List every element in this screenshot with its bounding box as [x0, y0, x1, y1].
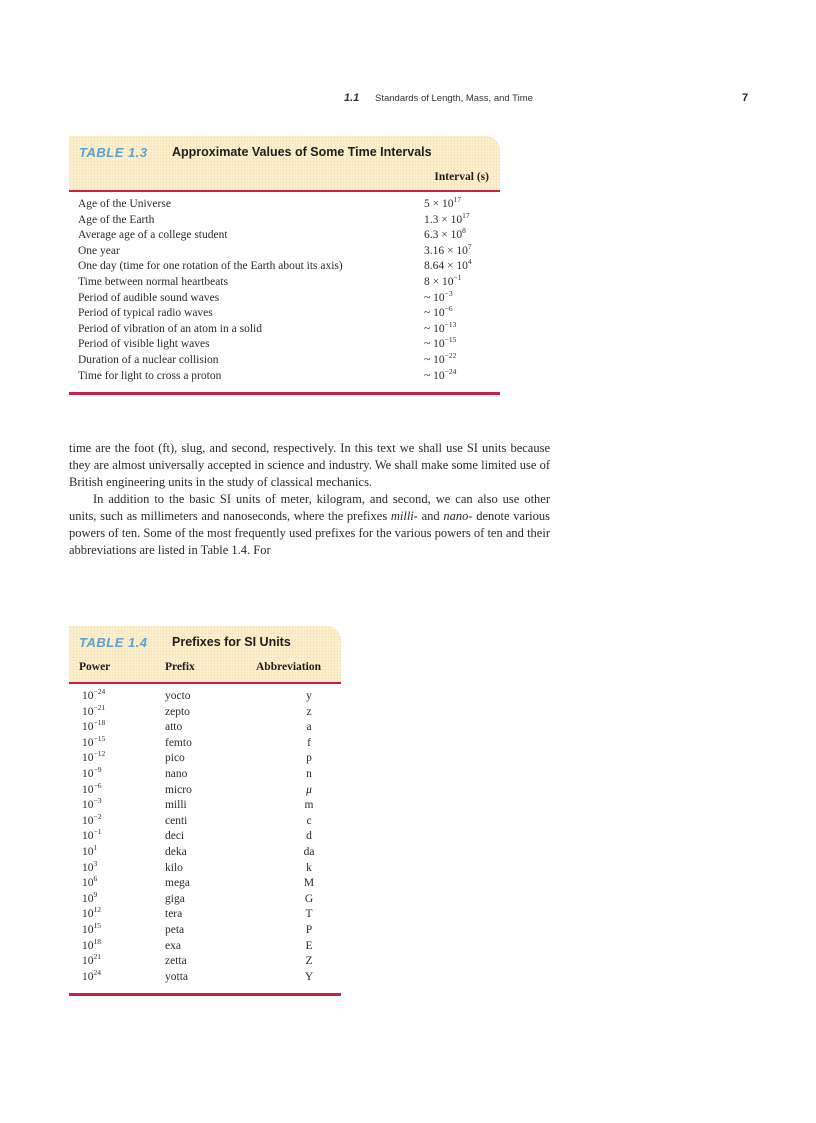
body-text — [69, 440, 550, 559]
row-value: $3.16 \times 10^7$ — [424, 241, 472, 257]
table-row — [69, 954, 341, 970]
power-cell: $10^{15}$ — [82, 921, 101, 936]
section-title: Standards of Length, Mass, and Time — [375, 93, 533, 104]
abbreviation-cell: d — [306, 830, 312, 843]
abbreviation-cell: T — [305, 908, 313, 921]
row-value: ~ $10^{-13}$ — [424, 319, 457, 335]
table-1-3-header — [69, 136, 500, 192]
table-row — [69, 733, 341, 752]
abbreviation-cell: c — [306, 814, 312, 827]
prefix-cell: mega — [165, 877, 190, 890]
table-row — [69, 306, 500, 322]
table-row — [69, 689, 341, 705]
row-label: Period of visible light waves — [78, 338, 210, 351]
table-1-3-tag: TABLE 1.3 — [79, 145, 148, 160]
abbreviation-cell: z — [306, 705, 312, 718]
row-label: Time for light to cross a proton — [78, 369, 222, 382]
abbreviation-cell: p — [306, 752, 312, 765]
table-1-4 — [69, 626, 341, 996]
page-number: 7 — [742, 92, 749, 104]
prefix-cell: micro — [165, 783, 192, 796]
row-label: Age of the Universe — [78, 198, 171, 210]
row-value: ~ $10^{-6}$ — [424, 304, 453, 320]
table-row — [69, 197, 500, 213]
table-row — [69, 811, 341, 830]
abbreviation-cell: n — [306, 767, 312, 780]
row-label: Time between normal heartbeats — [78, 275, 228, 288]
table-1-3-caption: Approximate Values of Some Time Intervals — [172, 145, 432, 159]
table-row — [69, 337, 500, 353]
power-cell: $10^3$ — [82, 858, 98, 874]
prefix-cell: zetta — [165, 955, 187, 968]
table-row — [69, 702, 341, 721]
power-cell: $10^{12}$ — [82, 905, 101, 921]
power-cell: $10^{-9}$ — [82, 765, 102, 780]
table-row — [69, 720, 341, 736]
table-row — [69, 907, 341, 923]
column-header-power: Power — [79, 661, 111, 673]
abbreviation-cell: a — [306, 721, 312, 734]
table-1-4-header — [69, 626, 341, 684]
row-label: Period of audible sound waves — [78, 291, 220, 304]
section-number: 1.1 — [344, 92, 360, 104]
abbreviation-cell: k — [306, 861, 312, 874]
prefix-cell: kilo — [165, 861, 183, 874]
table-row — [69, 288, 500, 307]
power-cell: $10^{24}$ — [82, 967, 101, 983]
table-row — [69, 845, 341, 861]
row-label: Period of vibration of an atom in a solid — [78, 322, 262, 335]
prefix-cell: tera — [165, 908, 183, 921]
abbreviation-cell: da — [303, 845, 315, 858]
power-cell: $10^1$ — [82, 843, 98, 858]
row-value: ~ $10^{-24}$ — [424, 366, 457, 382]
prefix-cell: milli — [165, 799, 187, 812]
row-value: ~ $10^{-15}$ — [424, 335, 457, 351]
row-label: Age of the Earth — [78, 213, 155, 226]
power-cell: $10^9$ — [82, 889, 98, 905]
abbreviation-cell: M — [303, 877, 315, 890]
table-row — [69, 241, 500, 260]
power-cell: $10^{-18}$ — [82, 718, 106, 734]
abbreviation-cell: f — [307, 736, 311, 749]
power-cell: $10^{-21}$ — [82, 702, 106, 718]
table-row — [69, 767, 341, 783]
abbreviation-cell: Y — [304, 970, 314, 983]
table-row — [69, 228, 500, 244]
term-milli: milli- — [390, 509, 418, 523]
term-nano: nano- — [443, 509, 473, 523]
table-row — [69, 829, 341, 845]
abbreviation-cell: m — [304, 799, 314, 812]
table-row — [69, 876, 341, 892]
row-value: $1.3 \times 10^{17}$ — [424, 210, 470, 226]
abbreviation-cell: μ — [306, 783, 312, 796]
table-1-4-body — [69, 684, 341, 993]
table-row — [69, 889, 341, 908]
row-value: $8 \times 10^{-1}$ — [424, 273, 462, 288]
table-row — [69, 275, 500, 291]
row-label: Duration of a nuclear collision — [78, 353, 219, 366]
prefix-cell: deci — [165, 830, 185, 843]
table-row — [69, 923, 341, 939]
row-value: ~ $10^{-22}$ — [424, 351, 457, 366]
abbreviation-cell: y — [306, 690, 312, 702]
abbreviation-cell: E — [305, 939, 313, 952]
row-value: $5 \times 10^{17}$ — [424, 195, 461, 210]
prefix-cell: zepto — [165, 705, 190, 718]
power-cell: $10^6$ — [82, 874, 98, 890]
row-label: Average age of a college student — [78, 229, 228, 242]
table-row — [69, 780, 341, 799]
table-1-3-body — [69, 192, 500, 392]
column-header-prefix: Prefix — [165, 661, 195, 673]
running-header — [0, 92, 816, 106]
power-cell: $10^{-24}$ — [82, 687, 106, 702]
table-row — [69, 936, 341, 955]
row-value: $6.3 \times 10^8$ — [424, 226, 466, 242]
row-label: Period of typical radio waves — [78, 307, 213, 320]
prefix-cell: giga — [165, 892, 185, 905]
row-label: One day (time for one rotation of the Earth about its axis) — [78, 260, 343, 273]
table-row — [69, 751, 341, 767]
table-row — [69, 353, 500, 369]
table-row — [69, 319, 500, 338]
row-value: $8.64 \times 10^4$ — [424, 257, 472, 273]
table-row — [69, 798, 341, 814]
power-cell: $10^{-2}$ — [82, 811, 102, 827]
column-header-abbreviation: Abbreviation — [256, 661, 321, 673]
prefix-cell: centi — [165, 814, 188, 827]
prefix-cell: nano — [165, 767, 188, 780]
table-row — [69, 259, 500, 275]
power-cell: $10^{18}$ — [82, 936, 101, 952]
power-cell: $10^{-1}$ — [82, 827, 102, 843]
table-1-3-bottom-rule — [69, 392, 500, 395]
abbreviation-cell: Z — [305, 955, 313, 968]
table-1-3 — [69, 136, 500, 395]
row-value: ~ $10^{-3}$ — [424, 288, 453, 304]
prefix-cell: yotta — [165, 970, 188, 983]
abbreviation-cell: P — [305, 923, 313, 936]
prefix-cell: pico — [165, 752, 185, 765]
power-cell: $10^{-15}$ — [82, 733, 106, 749]
prefix-cell: peta — [165, 923, 185, 936]
paragraph-2: In addition to the basic SI units of meter, kilogram, and second, we can also use other units, such as millimeters and nanoseconds, where the prefixes milli- and nano- denote various powers of ten. Some of the most frequently used prefixes for the various powers of ten and their abbreviations are listed in Table 1.4. For — [69, 492, 550, 557]
power-cell: $10^{-12}$ — [82, 749, 106, 765]
table-row — [69, 210, 500, 229]
power-cell: $10^{-6}$ — [82, 780, 102, 796]
abbreviation-cell: G — [304, 892, 314, 905]
table-row — [69, 967, 341, 986]
row-label: One year — [78, 244, 120, 257]
power-cell: $10^{21}$ — [82, 952, 101, 968]
table-row — [69, 366, 500, 385]
table-1-4-caption: Prefixes for SI Units — [172, 635, 291, 649]
paragraph-1: time are the foot (ft), slug, and second, respectively. In this text we shall use SI units because they are almost universally accepted in science and industry. We shall make some limited use of British engineering units in the study of classical mechanics. — [69, 441, 550, 489]
prefix-cell: deka — [165, 845, 187, 858]
prefix-cell: atto — [165, 721, 183, 734]
table-1-4-tag: TABLE 1.4 — [79, 635, 148, 650]
prefix-cell: yocto — [165, 690, 191, 702]
power-cell: $10^{-3}$ — [82, 796, 102, 812]
table-1-4-bottom-rule — [69, 993, 341, 996]
column-header-interval: Interval (s) — [434, 171, 489, 183]
prefix-cell: exa — [165, 939, 181, 952]
table-row — [69, 858, 341, 877]
prefix-cell: femto — [165, 736, 192, 749]
